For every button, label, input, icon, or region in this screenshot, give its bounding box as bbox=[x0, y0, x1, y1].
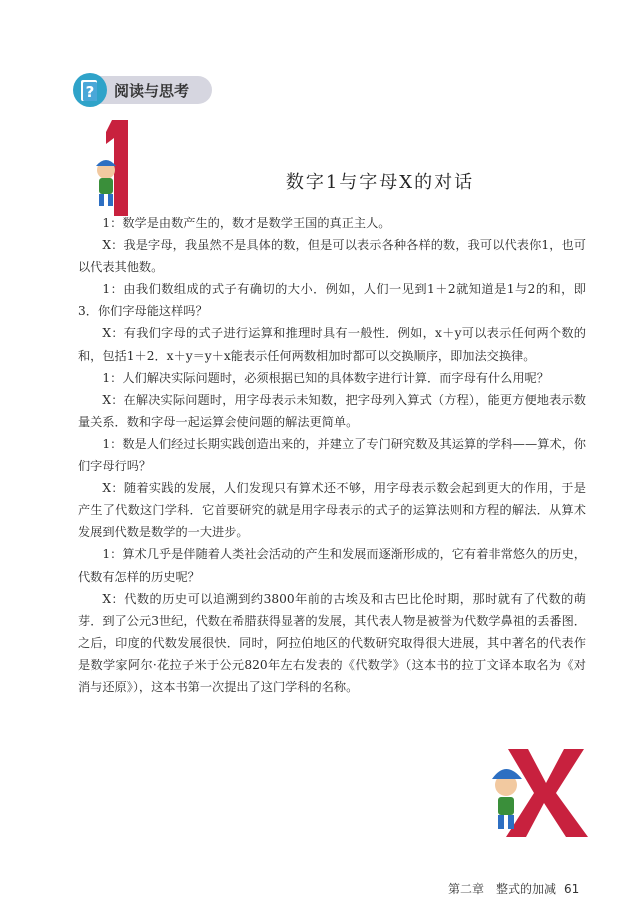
paragraph: X：随着实践的发展，人们发现只有算术还不够，用字母表示数会起到更大的作用，于是产生了代数这门学科．它首要研究的就是用字母表示的式子的运算法则和方程的解法．从算术发展到代数是数学的一大进步。 bbox=[78, 481, 586, 540]
page-number: 61 bbox=[564, 882, 580, 896]
paragraph: 1：人们解决实际问题时，必须根据已知的具体数字进行计算．而字母有什么用呢？ bbox=[102, 370, 549, 385]
big-letter-x-illustration bbox=[478, 745, 593, 840]
big-digit-one-illustration bbox=[84, 118, 144, 218]
paragraph: 1：数是人们经过长期实践创造出来的，并建立了专门研究数及其运算的学科——算术，你们字母行吗？ bbox=[78, 436, 586, 474]
paragraph: 1：数学是由数产生的，数才是数学王国的真正主人。 bbox=[102, 216, 391, 230]
paragraph: X：有我们字母的式子进行运算和推理时具有一般性．例如，x＋y可以表示任何两个数的和，包括1＋2．x＋y＝y＋x能表示任何两数相加时都可以交换顺序，即加法交换律。 bbox=[78, 326, 586, 363]
section-header-label: 阅读与思考 bbox=[114, 81, 190, 100]
question-book-icon bbox=[72, 72, 108, 108]
paragraph: X：在解决实际问题时，用字母表示未知数，把字母列入算式（方程），能更方便地表示数量关系．数和字母一起运算会使问题的解法更简单。 bbox=[78, 392, 586, 429]
chapter-label: 第二章 整式的加减 bbox=[448, 882, 557, 896]
page-title: 数字1与字母X的对话 bbox=[285, 172, 475, 193]
paragraph: 1：由我们数组成的式子有确切的大小．例如，人们一见到1＋2就知道是1与2的和，即3．你们字母能这样吗？ bbox=[78, 282, 586, 319]
section-header bbox=[76, 76, 212, 104]
svg-text:?: ? bbox=[85, 83, 95, 101]
page-footer bbox=[448, 880, 579, 897]
dialogue-body bbox=[78, 212, 586, 698]
paragraph: X：代数的历史可以追溯到约3800年前的古埃及和古巴比伦时期，那时就有了代数的萌芽．到了公元3世纪，代数在希腊获得显著的发展，其代表人物是被誉为代数学鼻祖的丢番图．之后，印度的代数发展很快．同时，阿拉伯地区的代数研究取得很大进展，其中著名的代表作是数学家阿尔·花拉子米于公元820年左右发表的《代数学》（这本书的拉丁文译本取名为《对消与还原》），这本书第一次提出了这门学科的名称。 bbox=[78, 591, 586, 694]
big-x-text: X bbox=[538, 835, 539, 836]
paragraph: 1：算术几乎是伴随着人类社会活动的产生和发展而逐渐形成的，它有着非常悠久的历史，代数有怎样的历史呢？ bbox=[78, 547, 586, 584]
paragraph: X：我是字母，我虽然不是具体的数，但是可以表示各种各样的数，我可以代表你1，也可以代表其他数。 bbox=[78, 238, 586, 275]
